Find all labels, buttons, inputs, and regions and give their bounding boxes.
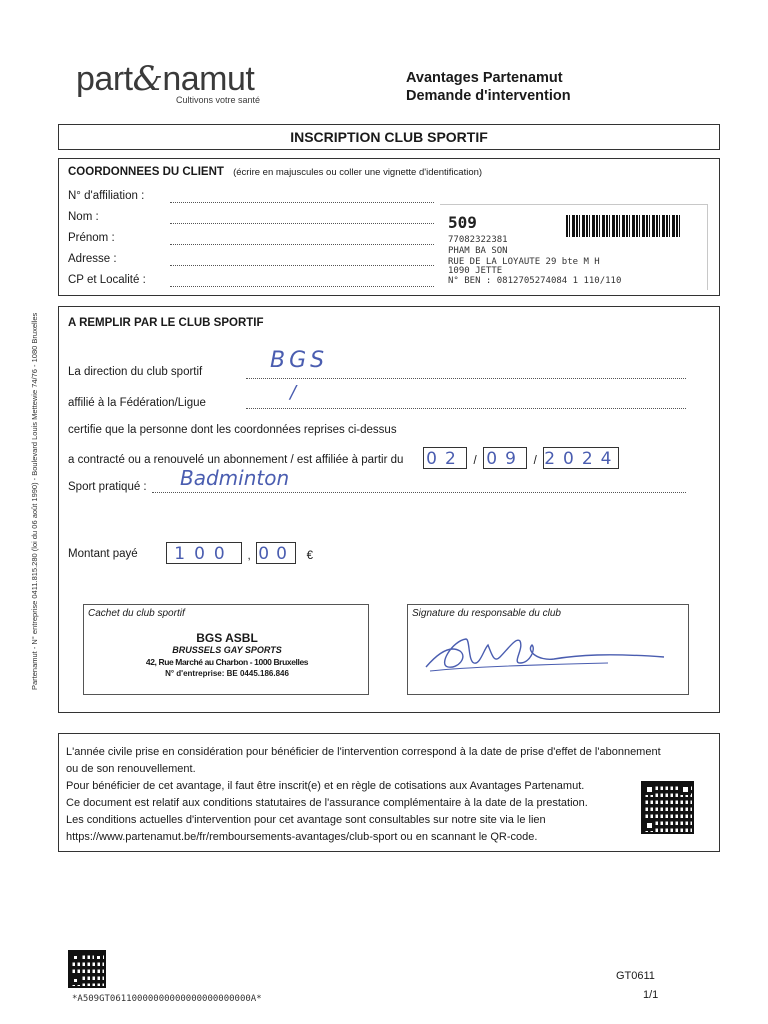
- document-header: [406, 69, 571, 105]
- sticker-line-3: RUE DE LA LOYAUTE 29 bte M H: [448, 257, 600, 267]
- signature-caption: Signature du responsable du club: [412, 608, 561, 619]
- amount-separator: ,: [247, 550, 251, 562]
- sticker-line-2: PHAM BA SON: [448, 246, 508, 256]
- stamp-club-subname: BRUSSELS GAY SPORTS: [172, 645, 282, 655]
- note-line-3: Pour bénéficier de cet avantage, il faut être inscrit(e) et en règle de cotisations aux Avantages Partenamut.: [66, 780, 585, 792]
- handwritten-signature: [408, 605, 690, 696]
- logo-ampersand: &: [132, 59, 163, 99]
- amount-field[interactable]: [166, 542, 313, 564]
- label-nom: Nom :: [68, 211, 99, 223]
- sticker-code: 509: [448, 213, 477, 232]
- prenom-field[interactable]: [170, 244, 434, 245]
- date-year[interactable]: 2024: [544, 449, 620, 469]
- label-sport: Sport pratiqué :: [68, 481, 147, 493]
- label-montant: Montant payé: [68, 548, 138, 560]
- logo-text-part2: namut: [162, 60, 255, 98]
- note-line-4: Ce document est relatif aux conditions statutaires de l'assurance complémentaire à la date de la prestation.: [66, 797, 588, 809]
- club-stamp-box: [83, 604, 369, 695]
- federation-handwritten: /: [290, 382, 297, 403]
- direction-field[interactable]: [246, 378, 686, 379]
- direction-handwritten: BGS: [270, 348, 329, 373]
- stamp-club-enterprise: N° d'entreprise: BE 0445.186.846: [165, 669, 289, 678]
- label-contracte: a contracté ou a renouvelé un abonnement / est affiliée à partir du: [68, 454, 404, 466]
- client-section-heading: [68, 166, 482, 178]
- date-start-field[interactable]: [423, 447, 619, 469]
- club-section-title: A REMPLIR PAR LE CLUB SPORTIF: [68, 317, 264, 329]
- note-line-5: Les conditions actuelles d'intervention pour cet avantage sont consultables sur notre site via le lien: [66, 814, 546, 826]
- label-cp-localite: CP et Localité :: [68, 274, 146, 286]
- date-day[interactable]: 02: [423, 447, 467, 469]
- label-affiliation: N° d'affiliation :: [68, 190, 145, 202]
- client-section-hint: (écrire en majuscules ou coller une vignette d'identification): [233, 167, 483, 178]
- federation-field[interactable]: [246, 408, 686, 409]
- adresse-field[interactable]: [170, 265, 434, 266]
- logo-tagline: Cultivons votre santé: [176, 95, 261, 105]
- label-certifie: certifie que la personne dont les coordonnées reprises ci-dessus: [68, 424, 397, 436]
- stamp-club-name: BGS ASBL: [196, 631, 258, 645]
- cp-localite-field[interactable]: [170, 286, 434, 287]
- nom-field[interactable]: [170, 223, 434, 224]
- sport-handwritten: Badminton: [180, 466, 290, 490]
- currency-symbol: €: [306, 550, 313, 562]
- sticker-line-1: 77082322381: [448, 235, 508, 245]
- form-title: INSCRIPTION CLUB SPORTIF: [58, 124, 720, 150]
- date-separator-1: /: [473, 455, 477, 467]
- date-month[interactable]: 09: [483, 447, 527, 469]
- label-prenom: Prénom :: [68, 232, 115, 244]
- legal-side-text: Partenamut - N° entreprise 0411.815.280 (loi du 06 août 1990) - Boulevard Louis Mettewie 74/76 - 1080 Bruxelles: [30, 312, 39, 690]
- affiliation-field[interactable]: [170, 202, 434, 203]
- amount-decimals[interactable]: 00: [256, 542, 296, 564]
- label-adresse: Adresse :: [68, 253, 117, 265]
- footer-qr-code-icon: [68, 950, 106, 988]
- header-title-line1: Avantages Partenamut: [406, 70, 563, 86]
- sport-field[interactable]: [152, 492, 686, 493]
- stamp-caption: Cachet du club sportif: [88, 608, 185, 619]
- signature-box[interactable]: [407, 604, 689, 695]
- footer-barcode-text: *A509GT06110000000000000000000000A*: [72, 994, 262, 1004]
- sticker-line-4: 1090 JETTE: [448, 266, 503, 276]
- sticker-line-5: N° BEN : 0812705274084 1 110/110: [448, 276, 622, 286]
- sticker-barcode: [566, 215, 680, 237]
- date-separator-2: /: [533, 455, 537, 467]
- label-direction: La direction du club sportif: [68, 366, 203, 378]
- qr-code-icon[interactable]: [641, 781, 694, 834]
- form-code: GT0611: [616, 970, 655, 982]
- label-federation: affilié à la Fédération/Ligue: [68, 397, 206, 409]
- stamp-club-address: 42, Rue Marché au Charbon - 1000 Bruxelles: [145, 657, 309, 667]
- page-number: 1/1: [643, 989, 659, 1001]
- logo-text-part1: part: [76, 60, 133, 98]
- partenamut-logo: [76, 59, 255, 99]
- note-line-1: L'année civile prise en considération pour bénéficier de l'intervention correspond à la date de prise d'effet de l'abonnement: [66, 746, 661, 758]
- information-note: [66, 744, 661, 846]
- amount-units[interactable]: 100: [166, 542, 242, 564]
- note-line-6[interactable]: https://www.partenamut.be/fr/remboursements-avantages/club-sport ou en scannant le QR-code.: [66, 831, 538, 843]
- header-title-line2: Demande d'intervention: [406, 88, 571, 104]
- client-section-title: COORDONNEES DU CLIENT: [68, 166, 224, 178]
- note-line-2: ou de son renouvellement.: [66, 763, 196, 775]
